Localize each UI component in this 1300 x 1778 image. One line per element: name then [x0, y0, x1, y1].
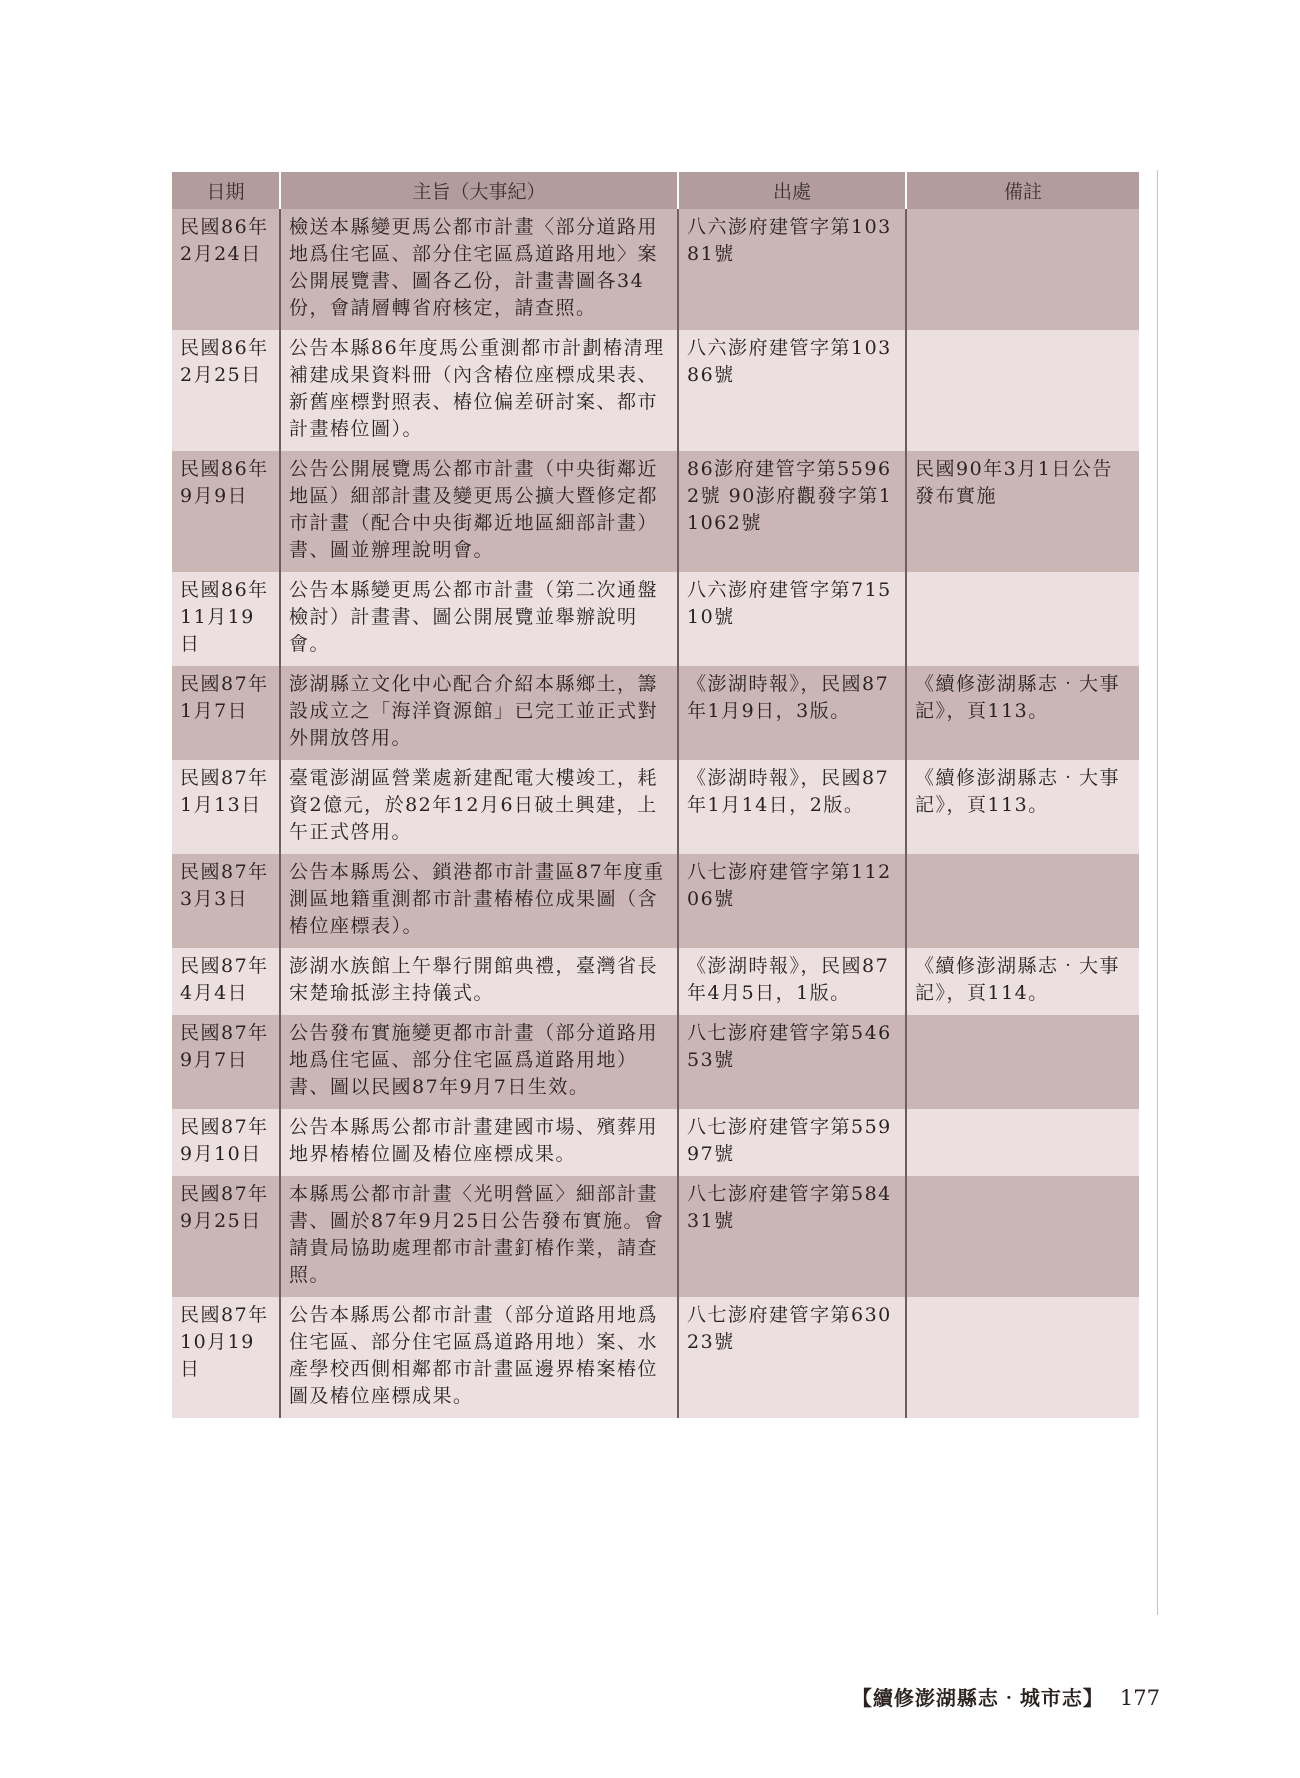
cell-subject: 公告公開展覽馬公都市計畫（中央街鄰近地區）細部計畫及變更馬公擴大暨修定都市計畫（配合中央街鄰近地區細部計畫）書、圖並辦理說明會。: [280, 451, 678, 572]
cell-source: 《澎湖時報》，民國87年1月9日，3版。: [678, 666, 906, 760]
page-margin-rule: [1157, 170, 1158, 1615]
cell-subject: 公告本縣馬公都市計畫（部分道路用地爲住宅區、部分住宅區爲道路用地）案、水產學校西側相鄰都市計畫區邊界樁案樁位圖及樁位座標成果。: [280, 1297, 678, 1418]
cell-date: 民國86年2月24日: [172, 209, 280, 330]
cell-date: 民國87年1月7日: [172, 666, 280, 760]
cell-note: 《續修澎湖縣志‧大事記》，頁113。: [906, 666, 1139, 760]
cell-source: 86澎府建管字第55962號 90澎府觀發字第11062號: [678, 451, 906, 572]
cell-note: [906, 572, 1139, 666]
book-title: 【續修澎湖縣志‧城市志】: [851, 1686, 1104, 1710]
cell-note: [906, 854, 1139, 948]
cell-subject: 檢送本縣變更馬公都市計畫〈部分道路用地爲住宅區、部分住宅區爲道路用地〉案公開展覽書、圖各乙份，計畫書圖各34份，會請層轉省府核定，請查照。: [280, 209, 678, 330]
cell-date: 民國87年3月3日: [172, 854, 280, 948]
cell-subject: 臺電澎湖區營業處新建配電大樓竣工，耗資2億元，於82年12月6日破土興建，上午正式啓用。: [280, 760, 678, 854]
table-row: [172, 1015, 1139, 1109]
table-row: [172, 1109, 1139, 1176]
cell-date: 民國87年9月25日: [172, 1176, 280, 1297]
cell-subject: 澎湖縣立文化中心配合介紹本縣鄉土，籌設成立之「海洋資源館」已完工並正式對外開放啓用。: [280, 666, 678, 760]
cell-date: 民國87年10月19日: [172, 1297, 280, 1418]
cell-source: 八七澎府建管字第55997號: [678, 1109, 906, 1176]
table-row: [172, 1297, 1139, 1418]
cell-source: 八六澎府建管字第10381號: [678, 209, 906, 330]
cell-note: [906, 1176, 1139, 1297]
table-row: [172, 760, 1139, 854]
cell-note: [906, 1109, 1139, 1176]
cell-note: 民國90年3月1日公告發布實施: [906, 451, 1139, 572]
cell-subject: 本縣馬公都市計畫〈光明營區〉細部計畫書、圖於87年9月25日公告發布實施。會請貴局協助處理都市計畫釘樁作業，請查照。: [280, 1176, 678, 1297]
cell-source: 《澎湖時報》，民國87年4月5日，1版。: [678, 948, 906, 1015]
cell-date: 民國86年11月19日: [172, 572, 280, 666]
table-row: [172, 854, 1139, 948]
header-note: 備註: [906, 172, 1139, 209]
cell-source: 八六澎府建管字第71510號: [678, 572, 906, 666]
cell-note: 《續修澎湖縣志‧大事記》，頁114。: [906, 948, 1139, 1015]
cell-source: 八七澎府建管字第11206號: [678, 854, 906, 948]
cell-source: 八七澎府建管字第63023號: [678, 1297, 906, 1418]
cell-subject: 公告本縣馬公、鎖港都市計畫區87年度重測區地籍重測都市計畫樁樁位成果圖（含樁位座標表）。: [280, 854, 678, 948]
cell-date: 民國87年9月7日: [172, 1015, 280, 1109]
cell-date: 民國86年9月9日: [172, 451, 280, 572]
cell-date: 民國87年9月10日: [172, 1109, 280, 1176]
table-row: [172, 666, 1139, 760]
header-source: 出處: [678, 172, 906, 209]
table-row: [172, 451, 1139, 572]
header-date: 日期: [172, 172, 280, 209]
page-footer: [852, 1682, 1160, 1711]
cell-note: [906, 330, 1139, 451]
cell-note: [906, 1297, 1139, 1418]
cell-date: 民國87年1月13日: [172, 760, 280, 854]
cell-note: [906, 1015, 1139, 1109]
cell-subject: 澎湖水族館上午舉行開館典禮，臺灣省長宋楚瑜抵澎主持儀式。: [280, 948, 678, 1015]
cell-subject: 公告本縣86年度馬公重測都市計劃樁清理補建成果資料冊（內含樁位座標成果表、新舊座標對照表、樁位偏差研討案、都市計畫樁位圖）。: [280, 330, 678, 451]
cell-date: 民國87年4月4日: [172, 948, 280, 1015]
cell-date: 民國86年2月25日: [172, 330, 280, 451]
table-row: [172, 330, 1139, 451]
cell-source: 《澎湖時報》，民國87年1月14日，2版。: [678, 760, 906, 854]
cell-subject: 公告本縣馬公都市計畫建國市場、殯葬用地界樁樁位圖及樁位座標成果。: [280, 1109, 678, 1176]
cell-subject: 公告發布實施變更都市計畫（部分道路用地爲住宅區、部分住宅區爲道路用地）書、圖以民國87年9月7日生效。: [280, 1015, 678, 1109]
table-row: [172, 1176, 1139, 1297]
table-row: [172, 209, 1139, 330]
table-header-row: [172, 172, 1139, 209]
header-subject: 主旨（大事紀）: [280, 172, 678, 209]
events-table: [172, 172, 1139, 1418]
cell-subject: 公告本縣變更馬公都市計畫（第二次通盤檢討）計畫書、圖公開展覽並舉辦說明會。: [280, 572, 678, 666]
cell-note: [906, 209, 1139, 330]
cell-note: 《續修澎湖縣志‧大事記》，頁113。: [906, 760, 1139, 854]
cell-source: 八七澎府建管字第54653號: [678, 1015, 906, 1109]
cell-source: 八七澎府建管字第58431號: [678, 1176, 906, 1297]
table-row: [172, 948, 1139, 1015]
cell-source: 八六澎府建管字第10386號: [678, 330, 906, 451]
page-number: 177: [1119, 1686, 1160, 1710]
table-row: [172, 572, 1139, 666]
